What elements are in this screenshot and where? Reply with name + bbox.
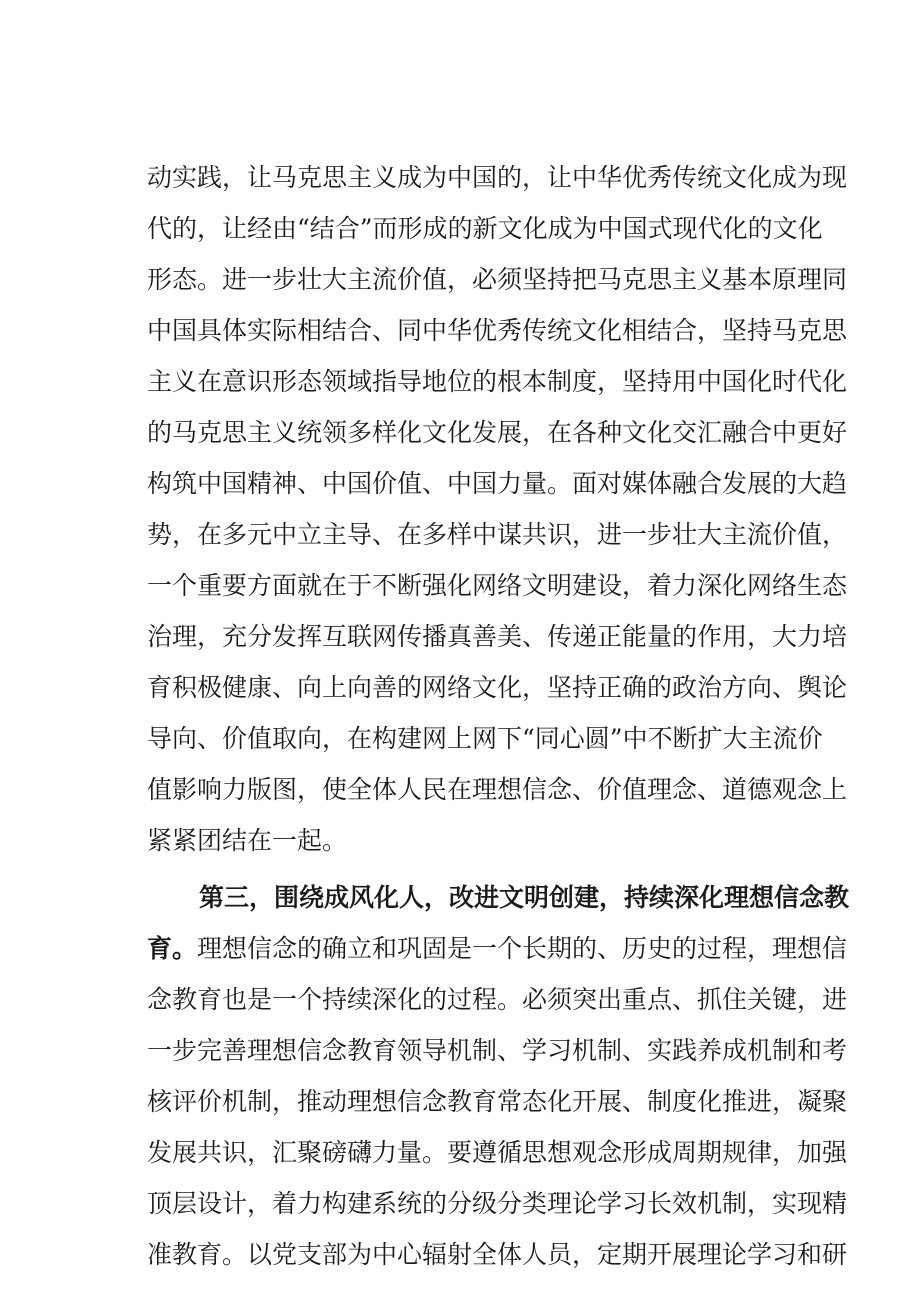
text-line: 一步完善理想信念教育领导机制、学习机制、实践养成机制和考 (147, 1036, 848, 1065)
text-line-rest: 理想信念的确立和巩固是一个长期的、历史的过程，理想信 (197, 934, 848, 963)
text-line: 育积极健康、向上向善的网络文化，坚持正确的政治方向、舆论 (147, 673, 848, 702)
text-line: 准教育。以党支部为中心辐射全体人员，定期开展理论学习和研 (147, 1240, 848, 1269)
text-line: 核评价机制，推动理想信念教育常态化开展、制度化推进，凝聚 (147, 1087, 848, 1116)
section-heading-end: 育。 (147, 934, 198, 963)
text-line: 主义在意识形态领域指导地位的根本制度，坚持用中国化时代化 (147, 367, 848, 396)
text-line: 导向、价值取向，在构建网上网下“同心圆”中不断扩大主流价 (147, 724, 823, 753)
text-line: 紧紧团结在一起。 (147, 826, 348, 855)
text-line: 的马克思主义统领多样化文化发展，在各种文化交汇融合中更好 (147, 418, 848, 447)
text-line (147, 923, 848, 974)
text-line: 一个重要方面就在于不断强化网络文明建设，着力深化网络生态 (147, 571, 848, 600)
text-line: 动实践，让马克思主义成为中国的，让中华优秀传统文化成为现 (147, 163, 848, 192)
text-line: 构筑中国精神、中国价值、中国力量。面对媒体融合发展的大趋 (147, 469, 848, 498)
document-page (147, 152, 850, 1280)
text-line: 治理，充分发挥互联网传播真善美、传递正能量的作用，大力培 (147, 622, 848, 651)
text-line: 代的，让经由“结合”而形成的新文化成为中国式现代化的文化 (147, 214, 823, 243)
text-line: 形态。进一步壮大主流价值，必须坚持把马克思主义基本原理同 (147, 265, 848, 294)
text-line: 势，在多元中立主导、在多样中谋共识，进一步壮大主流价值， (147, 520, 848, 549)
text-line: 值影响力版图，使全体人民在理想信念、价值理念、道德观念上 (147, 775, 848, 804)
section-heading: 第三，围绕成风化人，改进文明创建，持续深化理想信念教 (199, 883, 850, 912)
text-line: 中国具体实际相结合、同中华优秀传统文化相结合，坚持马克思 (147, 316, 848, 345)
text-line: 顶层设计，着力构建系统的分级分类理论学习长效机制，实现精 (147, 1189, 848, 1218)
text-line: 发展共识，汇聚磅礴力量。要遵循思想观念形成周期规律，加强 (147, 1138, 848, 1167)
text-line: 念教育也是一个持续深化的过程。必须突出重点、抓住关键，进 (147, 985, 848, 1014)
